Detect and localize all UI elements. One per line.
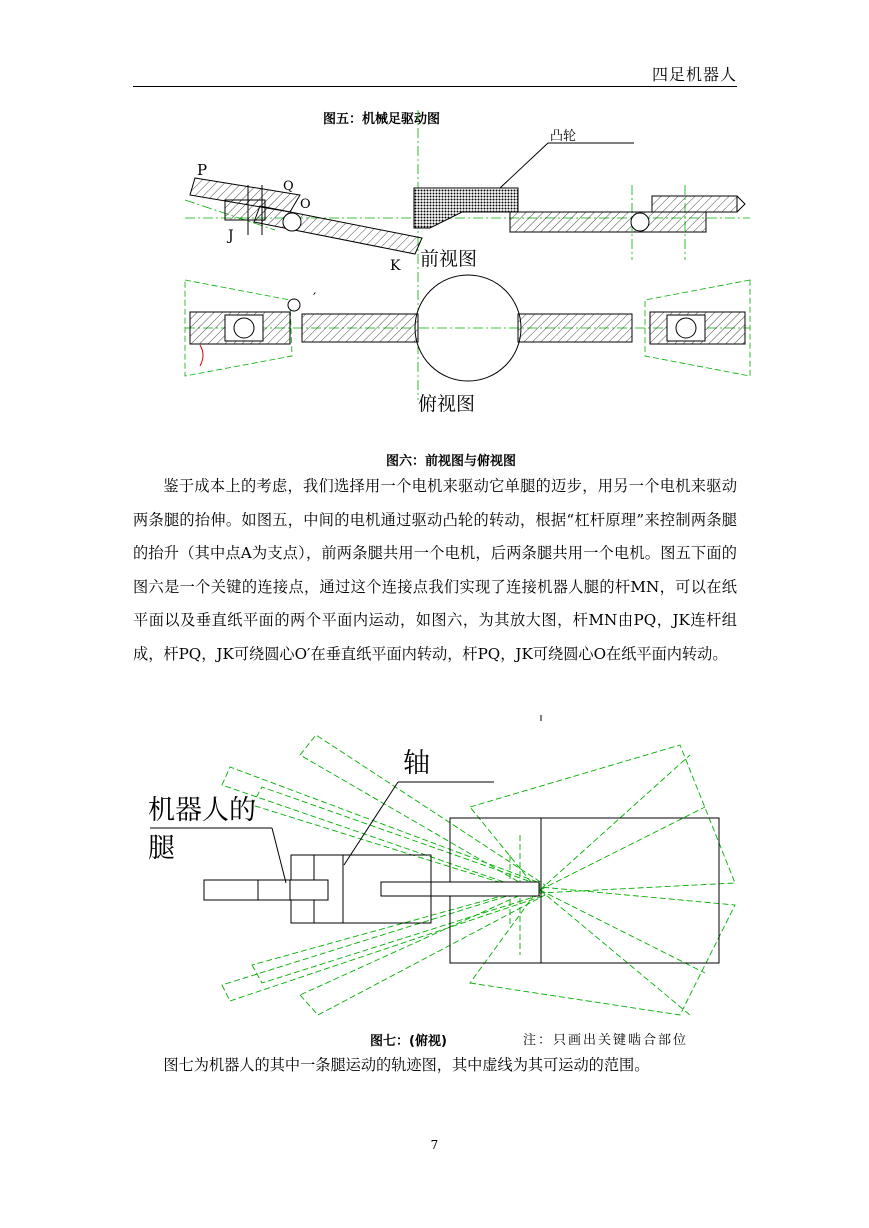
cam-label: 凸轮 [550,129,577,144]
label-q: Q [283,179,294,194]
front-right-leg [652,196,737,212]
figure5-drawing [0,0,869,450]
figure7-caption: 图七：(俯视) [370,1034,447,1049]
page-number: 7 [430,1138,439,1152]
label-p: P [197,161,208,179]
figure6-caption: 图六：前视图与俯视图 [386,454,517,469]
axle-label: 轴 [403,748,430,779]
body-text [133,470,737,671]
figure7-description: 图七为机器人的其中一条腿运动的轨迹图，其中虚线为其可运动的范围。 [163,1056,650,1074]
leg-label-line2: 腿 [148,833,175,864]
label-j: J [228,228,234,244]
label-k: K [390,258,401,274]
body-paragraph: 鉴于成本上的考虑，我们选择用一个电机来驱动它单腿的迈步，用另一个电机来驱动两条腿的抬伸。如图五，中间的电机通过驱动凸轮的转动，根据“杠杆原理”来控制两条腿的抬升（其中点A为支点），前两条腿共用一个电机，后两条腿共用一个电机。图五下面的图六是一个关键的连接点，通过这个连接点我们实现了连接机器人腿的杆MN，可以在纸平面以及垂直纸平面的两个平面内运动，如图六，为其放大图，杆MN由PQ，JK连杆组成，杆PQ，JK可绕圆心O′在垂直纸平面内转动，杆PQ，JK可绕圆心O在纸平面内转动。 [133,477,737,663]
front-left-leg [190,178,422,254]
leg-label-line1: 机器人的 [148,795,256,826]
figure5-caption: 图五：机械足驱动图 [323,112,441,127]
cam-block [414,188,518,228]
label-o: O [300,197,311,212]
front-view-label: 前视图 [420,248,478,270]
front-right-rod [510,212,706,232]
header-title: 四足机器人 [651,65,737,84]
figure7-note: 注：只画出关键啮合部位 [523,1033,689,1048]
cam-leader [500,143,548,188]
top-view [185,275,750,381]
figure7-drawing [0,715,869,1025]
top-view-label: 俯视图 [418,393,476,415]
motion-range [222,735,735,1015]
label-o-prime: ′ [313,291,317,307]
